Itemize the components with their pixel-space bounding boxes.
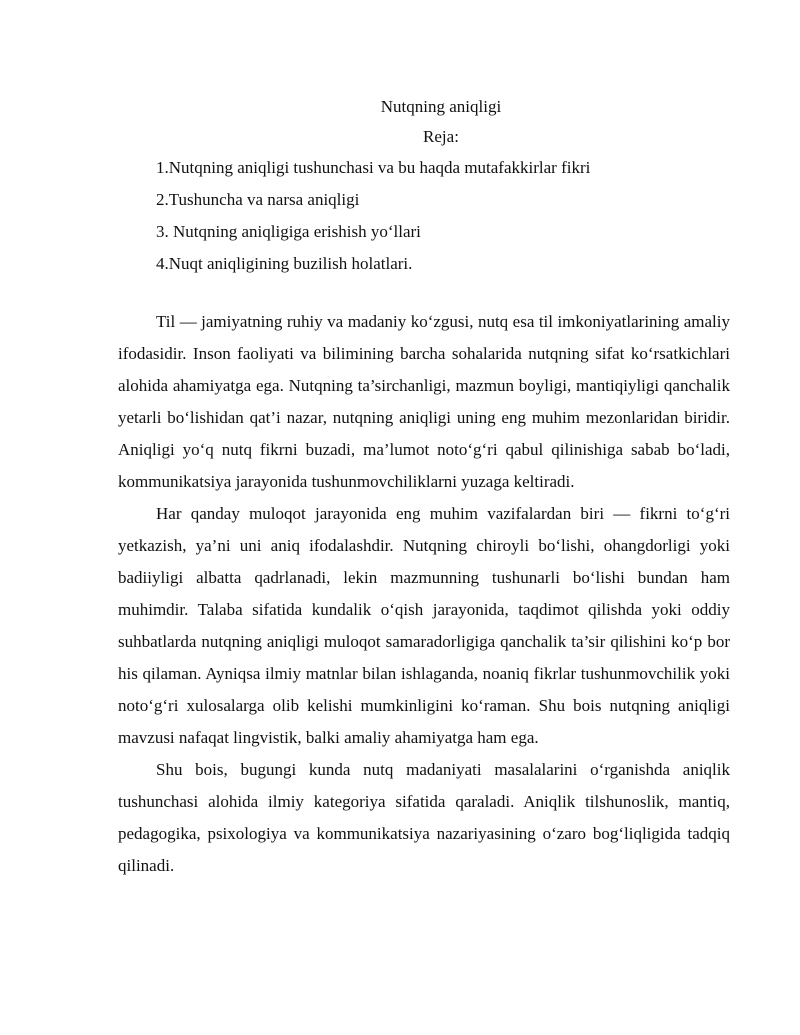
document-page — [118, 92, 730, 882]
document-title: Nutqning aniqligi — [380, 97, 502, 116]
body-text — [118, 306, 730, 882]
plan-item-3: 3. Nutqning aniqligiga erishish yo‘llari — [156, 222, 421, 241]
plan-heading: Reja: — [423, 127, 459, 146]
paragraph-1: Til — jamiyatning ruhiy va madaniy ko‘zgusi, nutq esa til imkoniyatlarining amaliy ifodasidir. Inson faoliyati va bilimining barcha sohalarida nutqning sifat ko‘rsatkichlari alohida ahamiyatga ega. Nutqning ta’sirchanligi, mazmun boyligi, mantiqiyligi qanchalik yetarli bo‘lishidan qat’i nazar, nutqning aniqligi uning eng muhim mezonlaridan biridir. Aniqligi yo‘q nutq fikrni buzadi, ma’lumot noto‘g‘ri qabul qilinishiga sabab bo‘ladi, kommunikatsiya jarayonida tushunmovchiliklarni yuzaga keltiradi. — [118, 312, 730, 491]
plan-list — [118, 152, 730, 280]
plan-item-2: 2.Tushuncha va narsa aniqligi — [156, 190, 360, 209]
plan-item-1: 1.Nutqning aniqligi tushunchasi va bu haqda mutafakkirlar fikri — [156, 158, 591, 177]
section-spacer — [118, 280, 730, 306]
paragraph-2: Har qanday muloqot jarayonida eng muhim vazifalardan biri — fikrni to‘g‘ri yetkazish, ya’ni uni aniq ifodalashdir. Nutqning chiroyli bo‘lishi, ohangdorligi yoki badiiyligi albatta qadrlanadi, lekin mazmunning tushunarli bo‘lishi bundan ham muhimdir. Talaba sifatida kundalik o‘qish jarayonida, taqdimot qilishda yoki oddiy suhbatlarda nutqning aniqligi muloqot samaradorligiga qanchalik ta’sir qilishini ko‘p bor his qilaman. Ayniqsa ilmiy matnlar bilan ishlaganda, noaniq fikrlar tushunmovchilik yoki noto‘g‘ri xulosalarga olib kelishi mumkinligini ko‘raman. Shu bois nutqning aniqligi mavzusi nafaqat lingvistik, balki amaliy ahamiyatga ham ega. — [118, 504, 730, 747]
plan-item-4: 4.Nuqt aniqligining buzilish holatlari. — [156, 254, 413, 273]
paragraph-3: Shu bois, bugungi kunda nutq madaniyati masalalarini o‘rganishda aniqlik tushunchasi alohida ilmiy kategoriya sifatida qaraladi. Aniqlik tilshunoslik, mantiq, pedagogika, psixologiya va kommunikatsiya nazariyasining o‘zaro bog‘liqligida tadqiq qilinadi. — [118, 760, 730, 875]
